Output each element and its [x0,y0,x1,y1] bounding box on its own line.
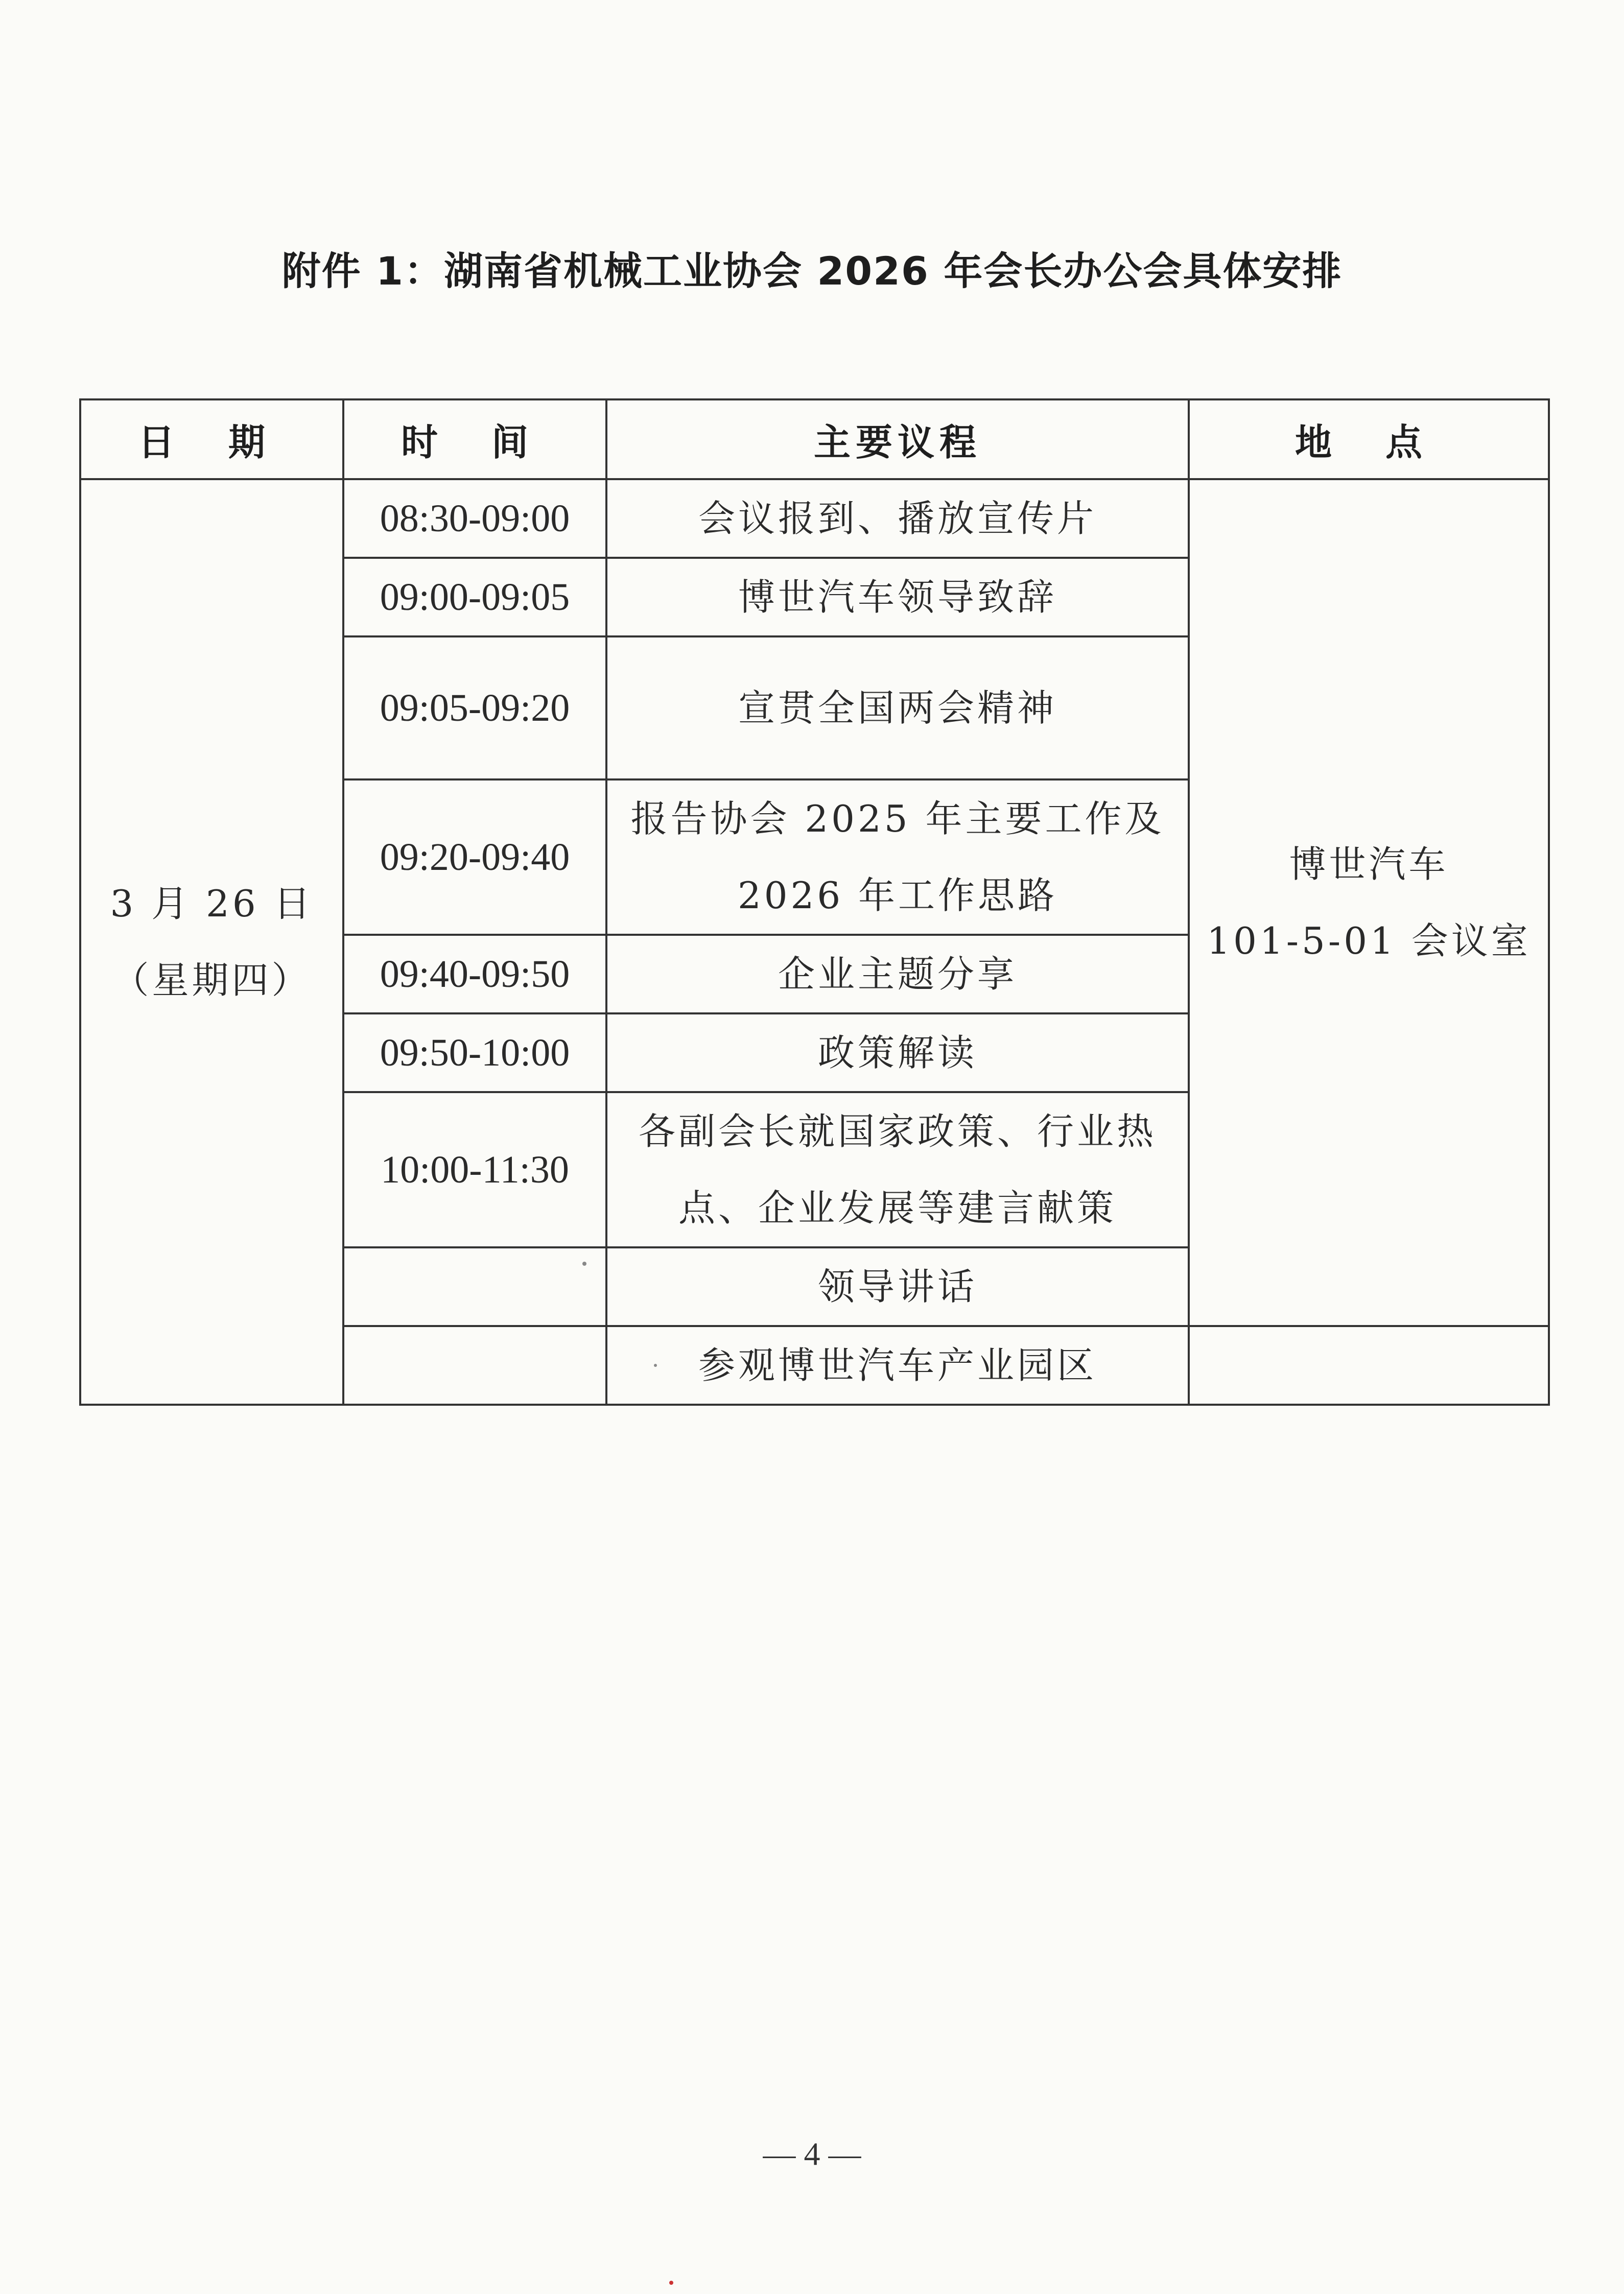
agenda-cell: 博世汽车领导致辞 [606,558,1189,636]
agenda-cell [606,1092,1189,1247]
page-title: 附件 1：湖南省机械工业协会 2026 年会长办公会具体安排 [281,248,1343,294]
location-cell [1189,479,1549,1326]
agenda-cell: 企业主题分享 [606,935,1189,1013]
time-cell: 09:00-09:05 [343,558,606,636]
header-agenda: 主要议程 [606,399,1189,479]
time-cell: 09:40-09:50 [343,935,606,1013]
time-cell: 09:50-10:00 [343,1013,606,1092]
location-cell-empty [1189,1326,1549,1405]
scan-speck [669,2281,673,2285]
location-name: 博世汽车 [1289,843,1449,886]
agenda-line: 各副会长就国家政策、行业热 [638,1110,1157,1153]
scan-speck [654,1364,657,1367]
location-room: 101-5-01 会议室 [1207,919,1531,962]
time-cell: 10:00-11:30 [343,1092,606,1247]
agenda-cell [606,779,1189,935]
time-cell [343,1326,606,1405]
date-cell [80,479,343,1405]
header-date: 日 期 [80,399,343,479]
schedule-table [79,398,1550,1406]
weekday-text: （星期四） [112,959,312,1002]
time-cell: 08:30-09:00 [343,479,606,558]
table-row [80,479,1549,558]
agenda-line: 2026 年工作思路 [737,874,1058,917]
scan-speck [582,1262,586,1266]
agenda-cell: 会议报到、播放宣传片 [606,479,1189,558]
time-cell: 09:05-09:20 [343,636,606,779]
agenda-line: 报告协会 2025 年主要工作及 [630,797,1165,840]
header-time: 时 间 [343,399,606,479]
header-location: 地 点 [1189,399,1549,479]
agenda-cell: 宣贯全国两会精神 [606,636,1189,779]
agenda-cell: 领导讲话 [606,1247,1189,1326]
table-header-row [80,399,1549,479]
page-number: — 4 — [763,2136,861,2172]
agenda-cell: 参观博世汽车产业园区 [606,1326,1189,1405]
date-text: 3 月 26 日 [110,882,314,925]
agenda-line: 点、企业发展等建言献策 [678,1187,1117,1229]
agenda-cell: 政策解读 [606,1013,1189,1092]
time-cell [343,1247,606,1326]
time-cell: 09:20-09:40 [343,779,606,935]
